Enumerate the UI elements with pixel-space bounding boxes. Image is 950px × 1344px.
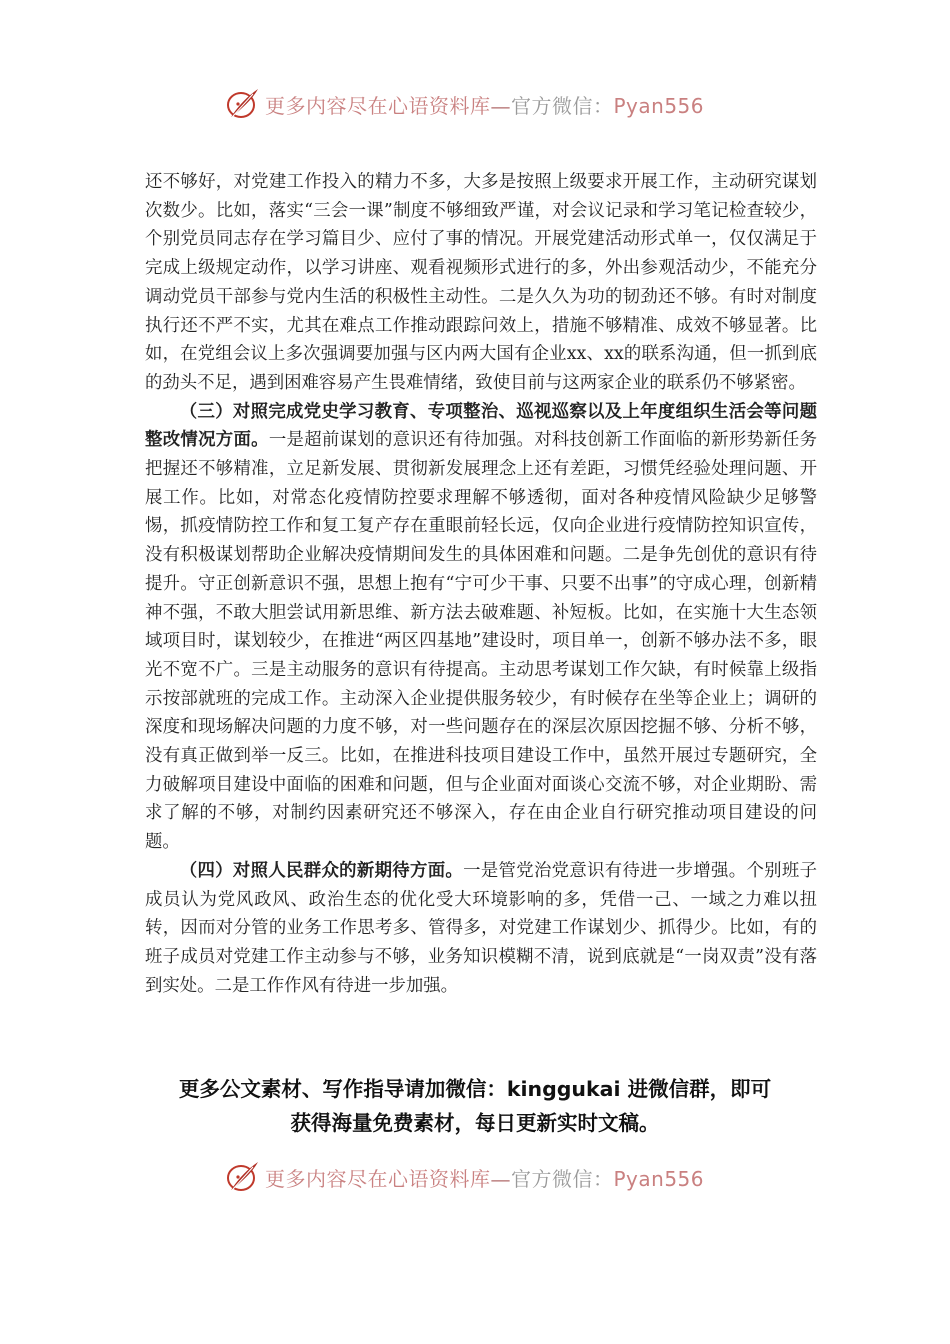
header-banner	[225, 86, 745, 122]
header-banner-wechat-label: 官方微信：	[511, 93, 614, 118]
paragraph-3-text: 一是管党治党意识有待进一步增强。个别班子成员认为党风政风、政治生态的优化受大环境影响的多，凭借一己、一域之力难以扭转，因而对分管的业务工作思考多、管得多，对党建工作谋划少、抓得少。比如，有的班子成员对党建工作主动参与不够，业务知识模糊不清，说到底就是“一岗双责”没有落到实处。二是工作作风有待进一步加强。	[145, 860, 817, 996]
promo-notice	[120, 1072, 830, 1140]
footer-banner	[225, 1159, 745, 1195]
footer-banner-title: 更多内容尽在心语资料库	[265, 1166, 491, 1191]
paragraph-3-heading: （四）对照人民群众的新期待方面。	[179, 860, 464, 881]
header-banner-wechat-id: Pyan556	[613, 93, 705, 118]
promo-line-2: 获得海量免费素材，每日更新实时文稿。	[290, 1111, 660, 1135]
paragraph-2	[145, 398, 817, 857]
footer-banner-wechat-label: 官方微信：	[511, 1166, 614, 1191]
paragraph-1: 还不够好，对党建工作投入的精力不多，大多是按照上级要求开展工作，主动研究谋划次数少。比如，落实“三会一课”制度不够细致严谨，对会议记录和学习笔记检查较少，个别党员同志存在学习篇目少、应付了事的情况。开展党建活动形式单一，仅仅满足于完成上级规定动作，以学习讲座、观看视频形式进行的多，外出参观活动少，不能充分调动党员干部参与党内生活的积极性主动性。二是久久为功的韧劲还不够。有时对制度执行还不严不实，尤其在难点工作推动跟踪问效上，措施不够精准、成效不够显著。比如，在党组会议上多次强调要加强与区内两大国有企业xx、xx的联系沟通，但一抓到底的劲头不足，遇到困难容易产生畏难情绪，致使目前与这两家企业的联系仍不够紧密。	[145, 172, 817, 393]
quill-pen-logo-icon	[225, 86, 261, 122]
header-banner-title: 更多内容尽在心语资料库	[265, 93, 491, 118]
paragraph-3	[145, 857, 817, 1001]
promo-line-1: 更多公文素材、写作指导请加微信：kinggukai 进微信群，即可	[178, 1077, 772, 1101]
footer-banner-wechat-id: Pyan556	[613, 1166, 705, 1191]
header-banner-dash: —	[490, 93, 511, 118]
paragraph-2-heading: （三）对照完成党史学习教育、专项整治、巡视巡察以及上年度组织生活会等问题整改情况方面。	[145, 401, 817, 451]
paragraph-2-text: 一是超前谋划的意识还有待加强。对科技创新工作面临的新形势新任务把握还不够精准，立足新发展、贯彻新发展理念上还有差距，习惯凭经验处理问题、开展工作。比如，对常态化疫情防控要求理解不够透彻，面对各种疫情风险缺少足够警惕，抓疫情防控工作和复工复产存在重眼前轻长远，仅向企业进行疫情防控知识宣传，没有积极谋划帮助企业解决疫情期间发生的具体困难和问题。二是争先创优的意识有待提升。守正创新意识不强，思想上抱有“宁可少干事、只要不出事”的守成心理，创新精神不强，不敢大胆尝试用新思维、新方法去破难题、补短板。比如，在实施十大生态领域项目时，谋划较少，在推进“两区四基地”建设时，项目单一，创新不够办法不多，眼光不宽不广。三是主动服务的意识有待提高。主动思考谋划工作欠缺，有时候靠上级指示按部就班的完成工作。主动深入企业提供服务较少，有时候存在坐等企业上；调研的深度和现场解决问题的力度不够，对一些问题存在的深层次原因挖掘不够、分析不够，没有真正做到举一反三。比如，在推进科技项目建设工作中，虽然开展过专题研究，全力破解项目建设中面临的困难和问题，但与企业面对面谈心交流不够，对企业期盼、需求了解的不够，对制约因素研究还不够深入，存在由企业自行研究推动项目建设的问题。	[145, 430, 817, 853]
quill-pen-logo-icon	[225, 1159, 261, 1195]
document-body	[145, 168, 817, 1000]
footer-banner-dash: —	[490, 1166, 511, 1191]
